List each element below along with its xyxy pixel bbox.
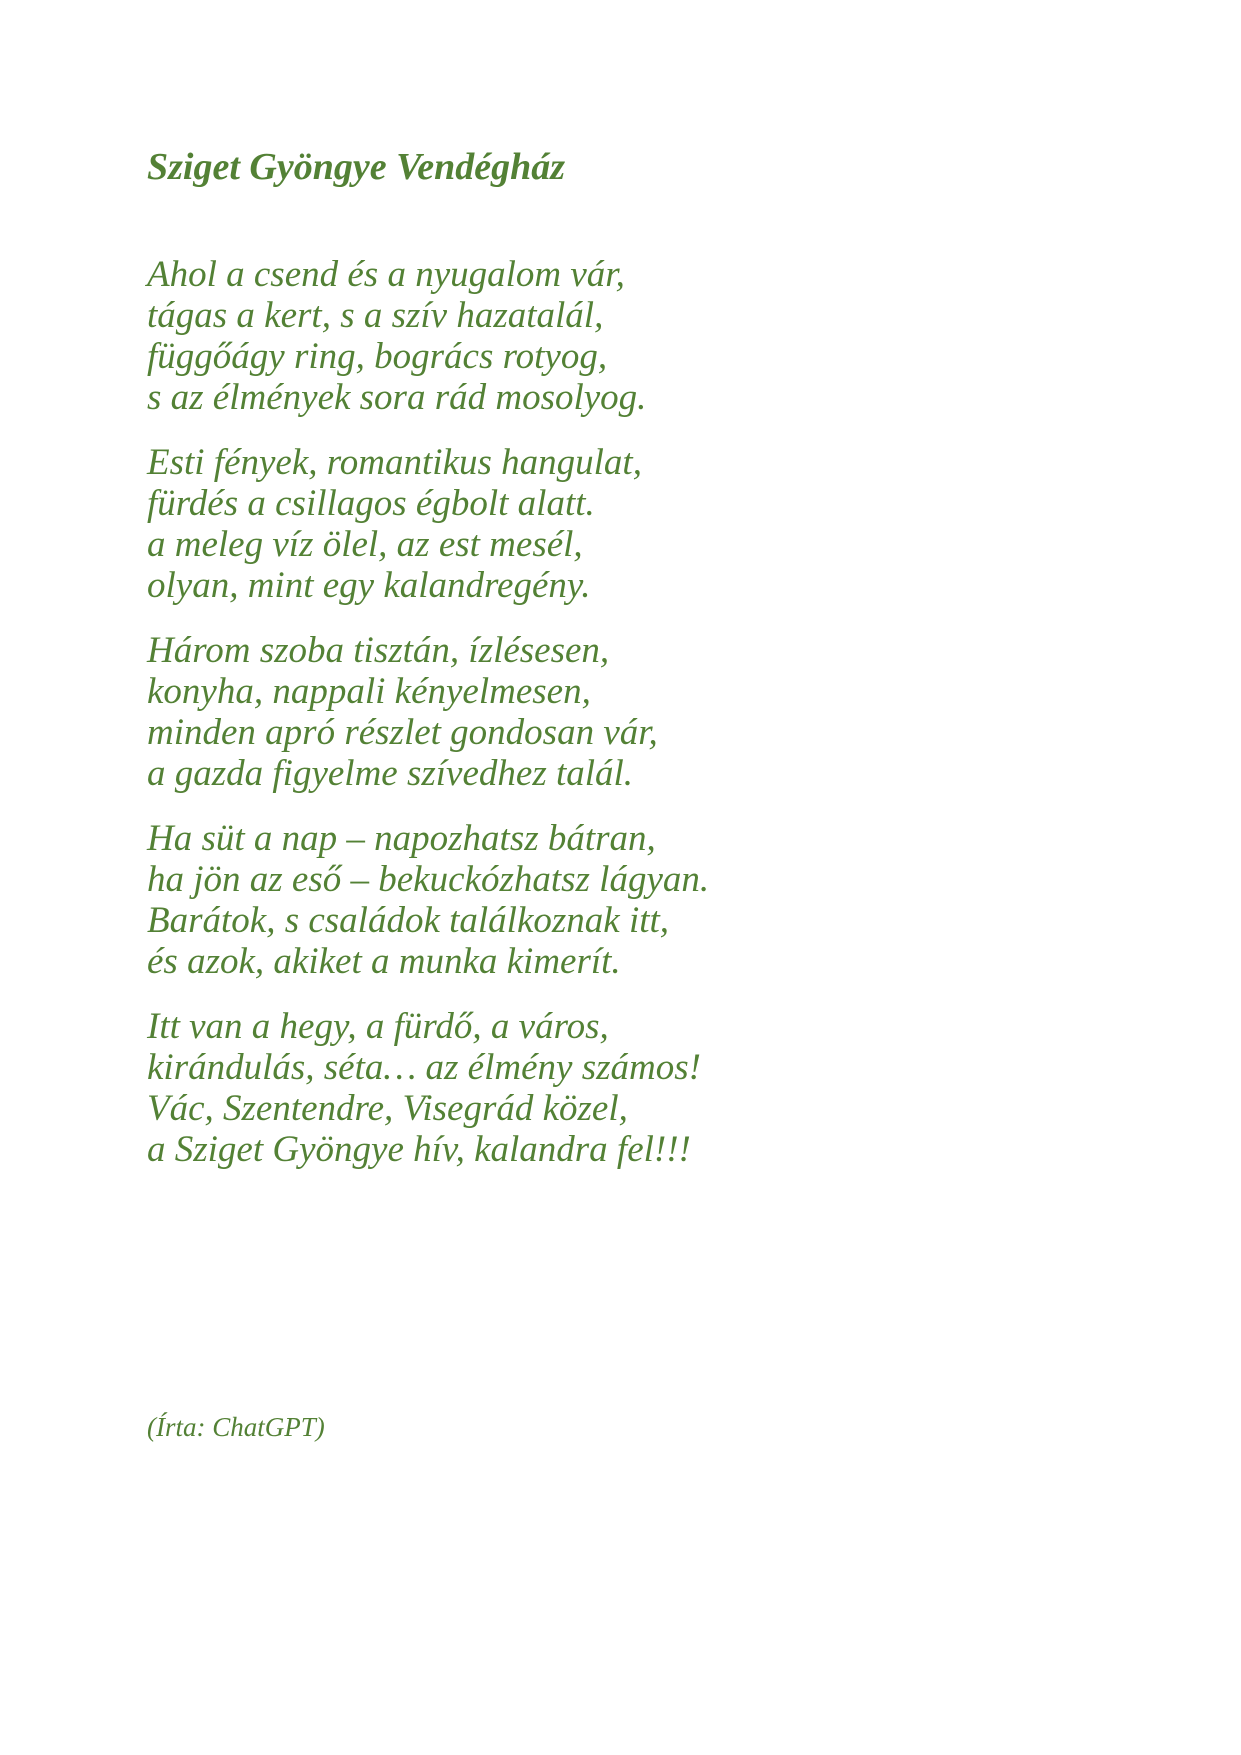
poem-line: Ahol a csend és a nyugalom vár,	[147, 254, 625, 295]
stanza-5	[147, 1006, 1047, 1170]
stanza-2	[147, 442, 1047, 606]
author-credit: (Írta: ChatGPT)	[147, 1412, 325, 1442]
stanza-3	[147, 630, 1047, 794]
page-title: Sziget Gyöngye Vendégház	[147, 146, 565, 188]
poem-line: Három szoba tisztán, ízlésesen,	[147, 630, 610, 671]
poem-line: Vác, Szentendre, Visegrád közel,	[147, 1088, 628, 1129]
poem-line: Barátok, s családok találkoznak itt,	[147, 900, 670, 941]
poem-line: a Sziget Gyöngye hív, kalandra fel!!!	[147, 1129, 691, 1170]
poem-line: a meleg víz ölel, az est mesél,	[147, 524, 583, 565]
stanza-4	[147, 818, 1047, 982]
poem-line: minden apró részlet gondosan vár,	[147, 712, 658, 753]
poem-line: s az élmények sora rád mosolyog.	[147, 377, 647, 418]
poem	[147, 254, 1047, 1194]
poem-line: olyan, mint egy kalandregény.	[147, 565, 591, 606]
poem-line: ha jön az eső – bekuckózhatsz lágyan.	[147, 859, 710, 900]
poem-line: és azok, akiket a munka kimerít.	[147, 941, 621, 982]
poem-line: Esti fények, romantikus hangulat,	[147, 442, 642, 483]
poem-line: kirándulás, séta… az élmény számos!	[147, 1047, 701, 1088]
poem-line: függőágy ring, bogrács rotyog,	[147, 336, 608, 377]
poem-line: a gazda figyelme szívedhez talál.	[147, 753, 634, 794]
poem-line: konyha, nappali kényelmesen,	[147, 671, 591, 712]
poem-line: fürdés a csillagos égbolt alatt.	[147, 483, 595, 524]
stanza-1	[147, 254, 1047, 418]
poem-line: Itt van a hegy, a fürdő, a város,	[147, 1006, 609, 1047]
poem-line: tágas a kert, s a szív hazatalál,	[147, 295, 604, 336]
poem-line: Ha süt a nap – napozhatsz bátran,	[147, 818, 656, 859]
